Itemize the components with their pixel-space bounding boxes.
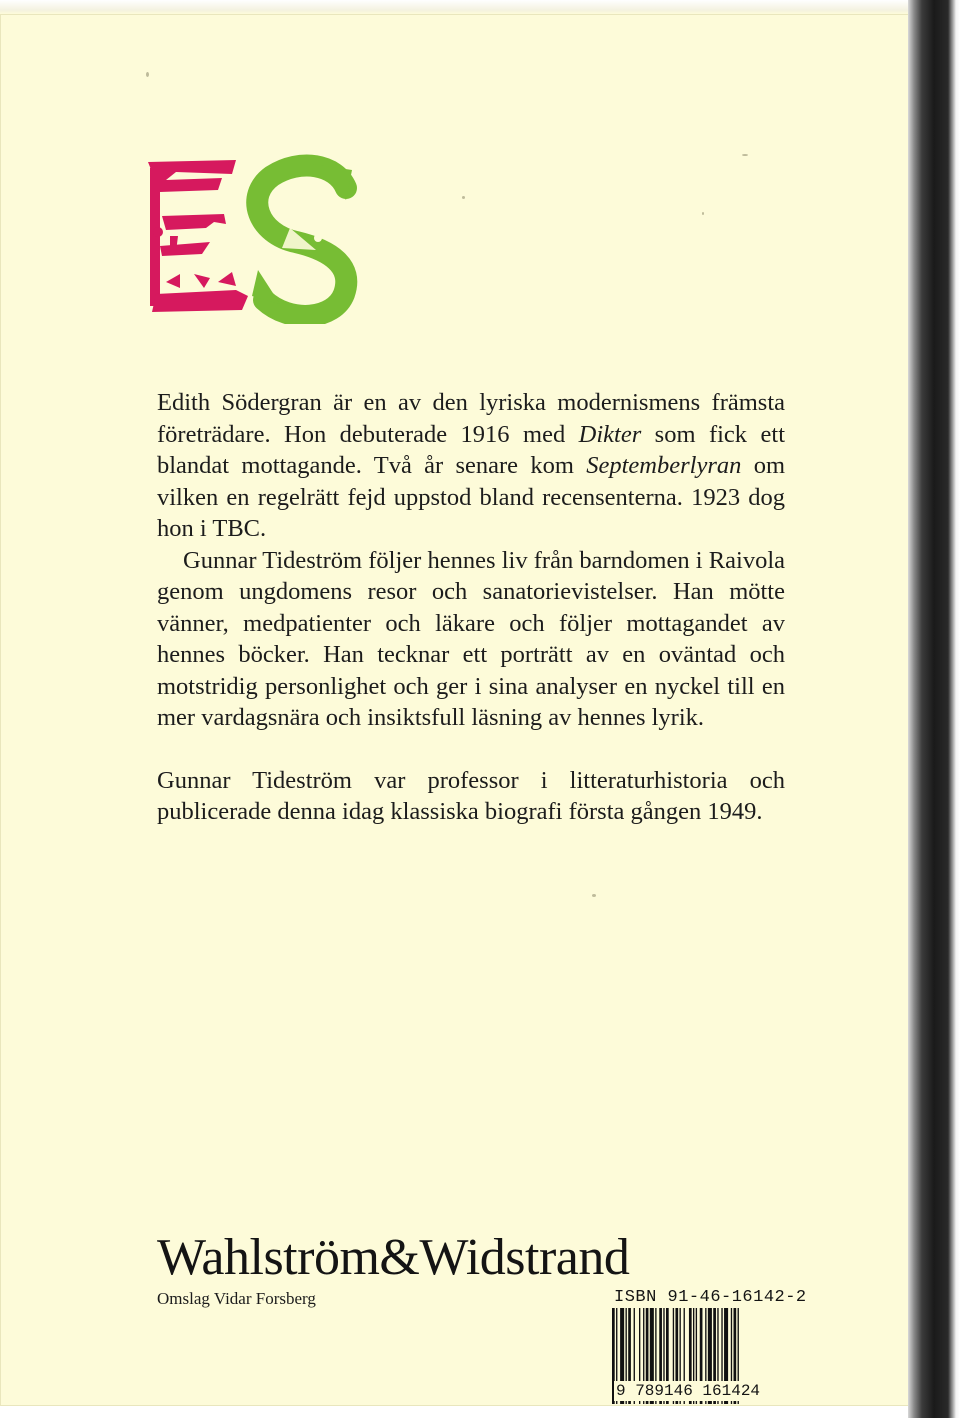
blurb-text (157, 387, 785, 828)
publisher-name: Wahlström&Widstrand (157, 1229, 630, 1286)
cover-credit: Omslag Vidar Forsberg (157, 1289, 316, 1308)
es-monogram-logo (140, 154, 370, 324)
paper-speck (702, 212, 704, 215)
blurb-text-run: Edith Södergran är en av den lyriska modernismens främsta företrädare. Hon debuterade 1916 med (157, 389, 785, 448)
book-back-cover (0, 14, 922, 1406)
scan-spine-shadow (908, 0, 960, 1418)
blurb-paragraph-1 (157, 387, 785, 545)
blurb-text-run: om vilken en regelrätt fejd uppstod bland recensenterna. 1923 dog hon i TBC. (157, 452, 785, 542)
author-bio-paragraph: Gunnar Tideström var professor i litteraturhistoria och publicerade denna idag klassiska biografi första gången 1949. (157, 766, 785, 825)
barcode-number: 9 789146 161424 (616, 1382, 761, 1400)
blurb-paragraph-2: Gunnar Tideström följer hennes liv från barndomen i Raivola genom ungdomens resor och sanatorievistelser. Han mötte vänner, medpatienter och läkare och följer mottagandet av hennes böcker. Han tecknar ett porträtt av en oväntad och motstridig personlighet och ger i sina analyser en nyckel till en mer vardagsnära och insiktsfull läsning av hennes lyrik. (157, 546, 785, 731)
paper-speck (742, 154, 748, 156)
paper-speck (146, 72, 149, 77)
isbn-number: ISBN 91-46-16142-2 (614, 1288, 807, 1307)
paper-speck (462, 196, 465, 199)
monogram-letter-e (148, 160, 248, 312)
scan-top-edge (0, 0, 922, 14)
paper-speck (592, 894, 596, 897)
book-title-septemberlyran: Septemberlyran (586, 452, 742, 479)
monogram-letter-s (252, 164, 352, 316)
blurb-text-run: som fick ett blandat mottagande. Två år senare kom (157, 420, 785, 479)
book-title-dikter: Dikter (578, 420, 642, 448)
